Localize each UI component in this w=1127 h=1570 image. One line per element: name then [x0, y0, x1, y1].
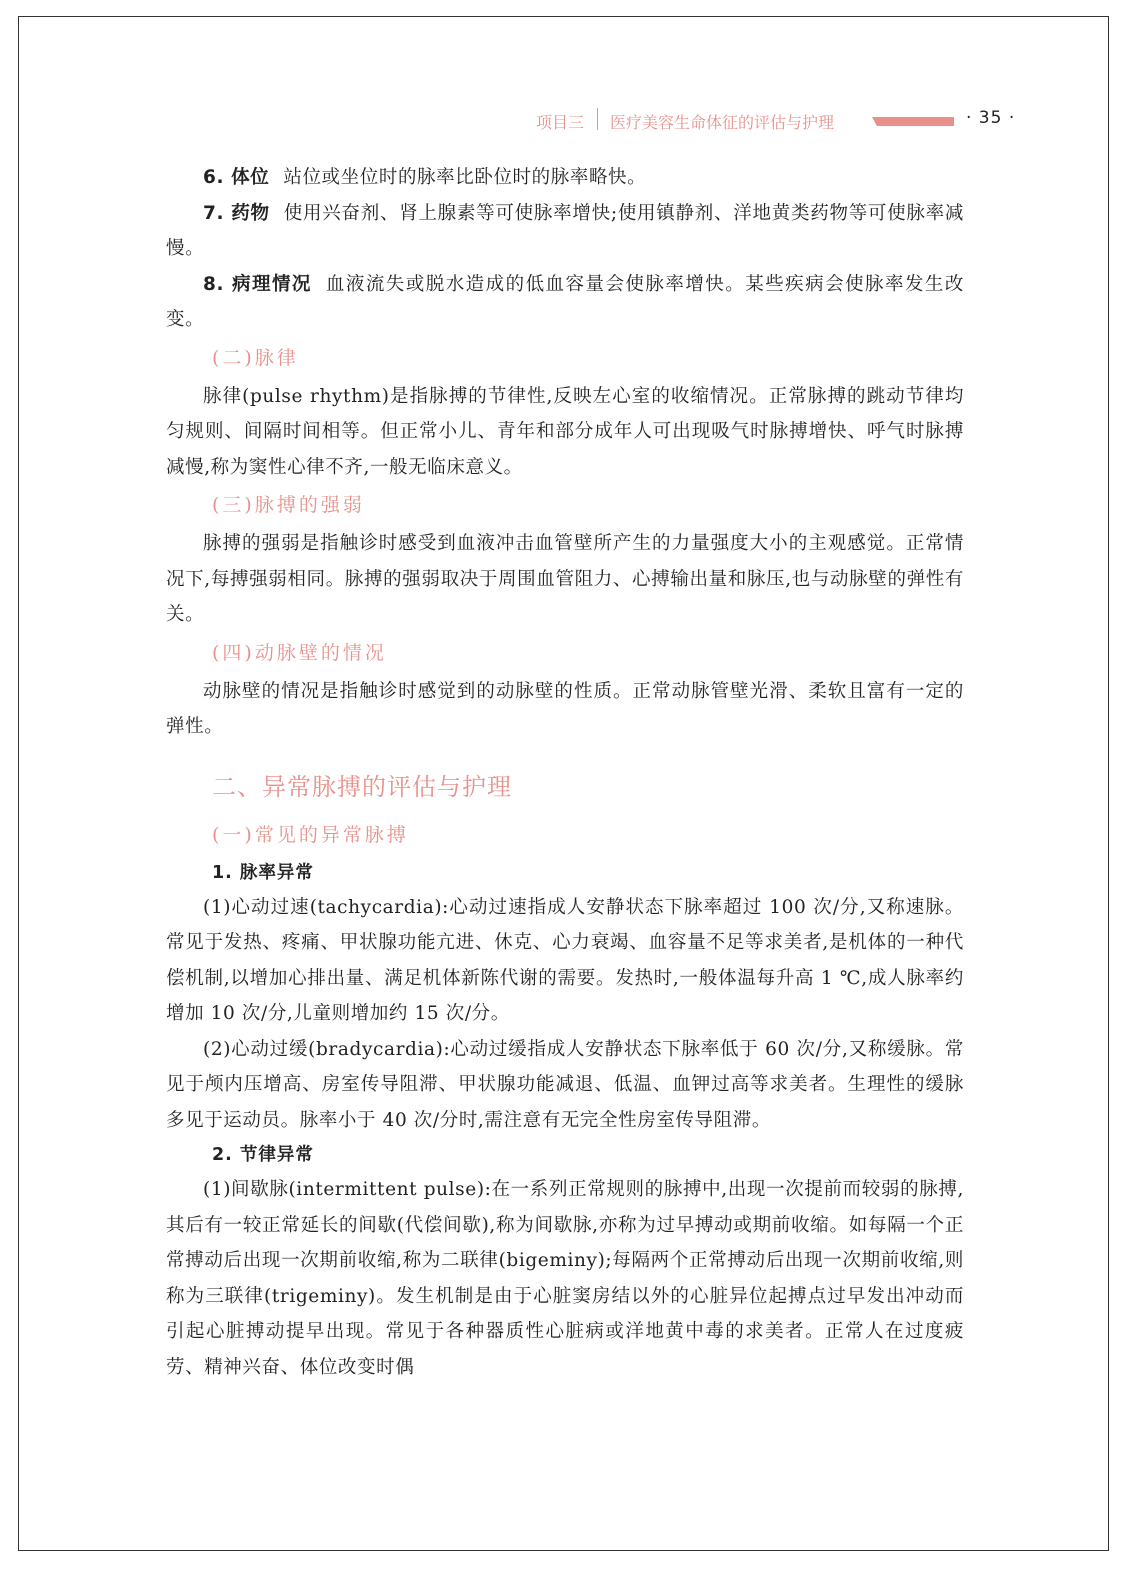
- item-text: 使用兴奋剂、肾上腺素等可使脉率增快;使用镇静剂、洋地黄类药物等可使脉率减慢。: [166, 202, 964, 259]
- subheading-artery-wall: (四)动脉壁的情况: [212, 641, 387, 664]
- item-text: 站位或坐位时的脉率比卧位时的脉率略快。: [283, 167, 647, 188]
- paragraph-artery-wall: 动脉壁的情况是指触诊时感觉到的动脉壁的性质。正常动脉管壁光滑、柔软且富有一定的弹性。: [166, 680, 964, 737]
- item-lead: 7. 药物: [203, 202, 270, 224]
- paragraph-tachycardia: (1)心动过速(tachycardia):心动过速指成人安静状态下脉率超过 100 次/分,又称速脉。常见于发热、疼痛、甲状腺功能亢进、休克、心力衰竭、血容量不足等求美者,是机体的一种代偿机制,以增加心排出量、满足机体新陈代谢的需要。发热时,一般体温每升高 1 ℃,成人脉率约增加 10 次/分,儿童则增加约 15 次/分。: [166, 896, 964, 1024]
- item-text: 血液流失或脱水造成的低血容量会使脉率增快。某些疾病会使脉率发生改变。: [166, 273, 965, 330]
- paragraph-rhythm: 脉律(pulse rhythm)是指脉搏的节律性,反映左心室的收缩情况。正常脉搏的跳动节律均匀规则、间隔时间相等。但正常小儿、青年和部分成年人可出现吸气时脉搏增快、呼气时脉搏减慢,称为窦性心律不齐,一般无临床意义。: [166, 385, 964, 478]
- paragraph-bradycardia: (2)心动过缓(bradycardia):心动过缓指成人安静状态下脉率低于 60 次/分,又称缓脉。常见于颅内压增高、房室传导阻滞、甲状腺功能减退、低温、血钾过高等求美者。生理性的缓脉多见于运动员。脉率小于 40 次/分时,需注意有无完全性房室传导阻滞。: [166, 1038, 964, 1131]
- section-heading: 二、异常脉搏的评估与护理: [212, 772, 512, 801]
- subheading-common-abnormal: (一)常见的异常脉搏: [212, 823, 409, 846]
- header-divider: [597, 108, 598, 130]
- item-lead: 8. 病理情况: [203, 273, 312, 295]
- page-number: · 35 ·: [966, 108, 1016, 128]
- running-header: [520, 108, 1030, 134]
- page-body: [166, 160, 964, 1385]
- header-title: 医疗美容生命体征的评估与护理: [610, 113, 835, 132]
- item-lead: 6. 体位: [203, 167, 270, 188]
- paragraph-drugs: [166, 196, 964, 267]
- heading-rate-abnormal: 1. 脉率异常: [212, 862, 314, 883]
- subheading-rhythm: (二)脉律: [212, 346, 299, 369]
- heading-rhythm-abnormal: 2. 节律异常: [212, 1145, 314, 1165]
- header-project: 项目三: [536, 113, 585, 132]
- paragraph-strength: 脉搏的强弱是指触诊时感受到血液冲击血管壁所产生的力量强度大小的主观感觉。正常情况下,每搏强弱相同。脉搏的强弱取决于周围血管阻力、心搏输出量和脉压,也与动脉壁的弹性有关。: [166, 533, 964, 625]
- paragraph-posture: [166, 160, 964, 196]
- header-accent-bar: [872, 117, 954, 126]
- subheading-strength: (三)脉搏的强弱: [212, 494, 365, 516]
- paragraph-intermittent: (1)间歇脉(intermittent pulse):在一系列正常规则的脉搏中,出现一次提前而较弱的脉搏,其后有一较正常延长的间歇(代偿间歇),称为间歇脉,亦称为过早搏动或期前收缩。如每隔一个正常搏动后出现一次期前收缩,称为二联律(bigeminy);每隔两个正常搏动后出现一次期前收缩,则称为三联律(trigeminy)。发生机制是由于心脏窦房结以外的心脏异位起搏点过早发出冲动而引起心脏搏动提早出现。常见于各种器质性心脏病或洋地黄中毒的求美者。正常人在过度疲劳、精神兴奋、体位改变时偶: [166, 1179, 964, 1378]
- paragraph-pathology: [166, 267, 964, 338]
